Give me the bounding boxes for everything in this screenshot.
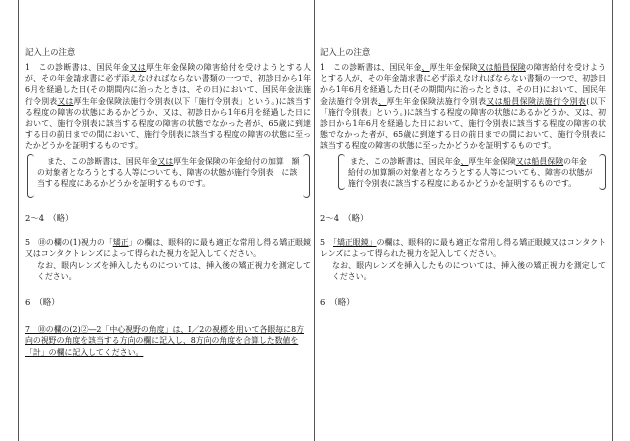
- changed-text: 又は: [57, 96, 74, 106]
- item-5-paragraph: 5 「矯正眼鏡」の欄は、眼科的に最も適正な常用し得る矯正眼鏡又はコンタクトレンズによって得られた視力を記入してください。: [320, 238, 606, 259]
- item-6: 6 （略）: [25, 297, 60, 307]
- note-bracket-left: [338, 154, 345, 190]
- item-6: 6 （略）: [320, 297, 355, 307]
- changed-text: 、: [378, 96, 387, 106]
- note-bracket-right: [599, 154, 606, 190]
- changed-text: 又は船員保険法施行令別表: [486, 96, 587, 106]
- changed-text: 又は: [129, 63, 147, 72]
- note-paragraph: また、この診断書は、国民年金、厚生年金保険又は船員保険の年金 給付の加算額の対象者となろうとする人等についても、障害の状態が 施行令別表に該当する程度にあるかどうかを証明するものです。: [348, 157, 601, 189]
- item-1-paragraph: 1 この診断書は、国民年金又は厚生年金保険の障害給付を受けようとする人が、その年金請求書に必ず添えなければならない書類の一つで、初診日から1年6月を経過した日(その期間内に治ったときは、その日)において、国民年金法施行令別表又は厚生年金保険法施行令別表(以下「施行令別表」という。)に該当する程度の障害の状態にあるかどうか、又は、初診日から1年6月を経過した日において、施行令別表に該当する程度の障害の状態でなかった者が、65歳に到達する日の前日までの間において、施行令別表に該当する程度の障害の状態に至ったかどうかを証明するものです。: [25, 63, 311, 151]
- changed-text: 、: [460, 157, 469, 166]
- revised-column: [23, 0, 313, 441]
- notes-heading: 記入上の注意: [320, 47, 371, 57]
- changed-text: 、: [421, 63, 430, 72]
- note-paragraph: また、この診断書は、国民年金又は厚生年金保険の年金給付の加算 額の対象者となろうとする人等についても、障害の状態が施行令別表 に該当する程度にあるかどうかを証明するものです。: [37, 157, 300, 189]
- item-1-paragraph: 1 この診断書は、国民年金、厚生年金保険又は船員保険の障害給付を受けようとする人が、その年金請求書に必ず添えなければならない書類の一つで、初診日から1年6月を経過した日(その期間内に治ったときは、その日)において、国民年金法施行令別表、厚生年金保険法施行令別表又は船員保険法施行令別表(以下「施行令別表」という。)に該当する程度の障害の状態にあるかどうか、又は、初診日から1年6月を経過した日において、施行令別表に該当する程度の障害の状態でなかった者が、65歳に到達する日の前日までの間において、施行令別表に該当する程度の障害の状態に至ったかどうかを証明するものです。: [320, 63, 606, 151]
- notes-heading: 記入上の注意: [25, 47, 76, 57]
- changed-text: 矯正: [112, 238, 129, 247]
- changed-text: 又は: [157, 157, 174, 166]
- changed-text: 「矯正眼鏡」: [332, 238, 377, 247]
- items-2-4: 2〜4 （略）: [25, 213, 74, 223]
- item-5-paragraph: 5 ⑩の欄の(1)視力の「矯正」の欄は、眼科的に最も適正な常用し得る矯正眼鏡又はコンタクトレンズによって得られた視力を記入してください。: [25, 238, 311, 259]
- page-left-border: [18, 0, 19, 441]
- item-7-paragraph: 7 ⑩の欄の(2)②―2「中心視野の角度」は、Ⅰ／2の視標を用いて各眼毎に8方向の視野の角度を該当する方向の欄に記入し、8方向の角度を合算した数値を「計」の欄に記入してください。: [25, 325, 304, 357]
- items-2-4: 2〜4 （略）: [320, 213, 369, 223]
- changed-text: 又は船員保険: [515, 157, 564, 166]
- note-bracket-left: [27, 154, 34, 198]
- column-divider: [314, 0, 315, 441]
- item-5-note: なお、眼内レンズを挿入したものについては、挿入後の矯正視力を測定してください。: [332, 261, 606, 282]
- page-right-border: [612, 0, 613, 441]
- note-bracket-right: [303, 154, 310, 198]
- changed-text: 又は船員保険: [477, 63, 526, 72]
- item-5-note: なお、眼内レンズを挿入したものについては、挿入後の矯正視力を測定してください。: [37, 261, 311, 282]
- current-column: [318, 0, 608, 441]
